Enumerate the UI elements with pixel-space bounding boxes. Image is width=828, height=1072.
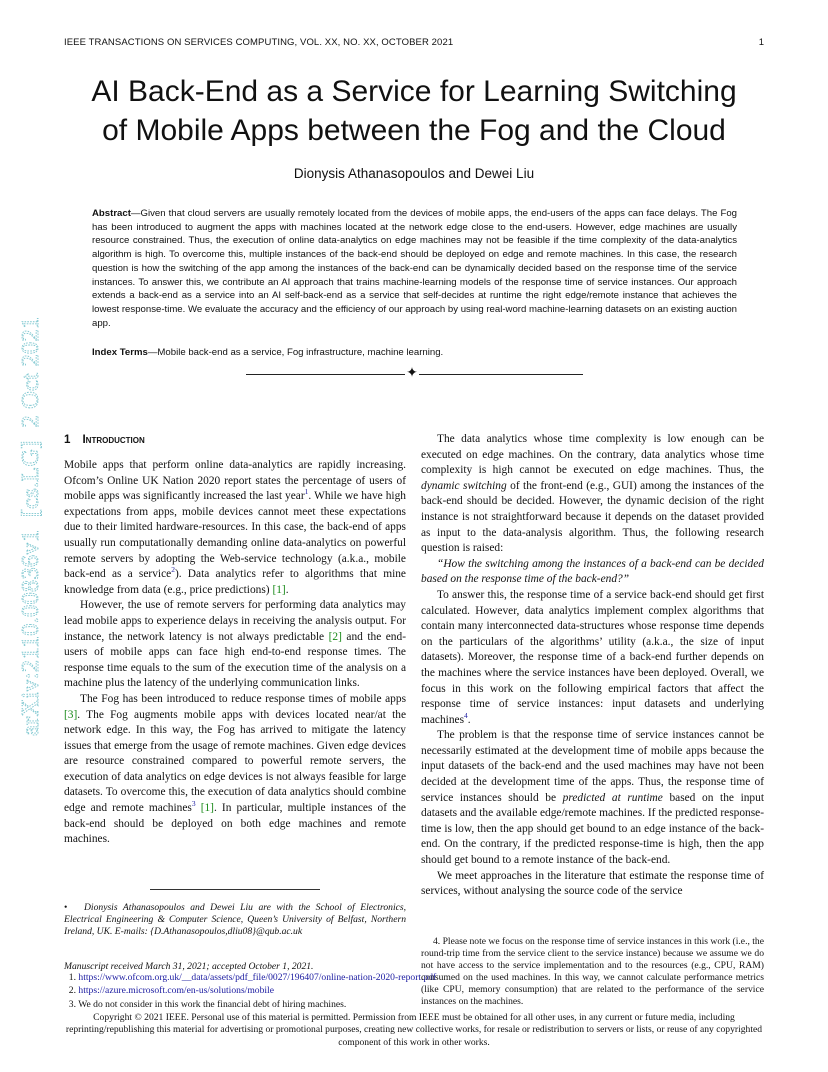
footnote-mark-4[interactable]: 4 <box>464 710 468 720</box>
citation-link[interactable]: [1] <box>200 802 214 815</box>
copyright-notice: Copyright © 2021 IEEE. Personal use of this material is permitted. Permission from IEEE must be obtained for all other uses, in any current or future media, including reprinting/republishing this material for advertising or promotional purposes, creating new collective works, for resale or redistribution to servers or lists, or reuse of any copyrighted component of this work in other works. <box>65 1012 763 1048</box>
manuscript-dates: Manuscript received March 31, 2021; accepted October 1, 2021. <box>64 961 314 972</box>
running-header: IEEE TRANSACTIONS ON SERVICES COMPUTING, VOL. XX, NO. XX, OCTOBER 2021 <box>64 37 454 48</box>
divider-diamond-icon: ✦ <box>406 366 418 381</box>
research-question: “How the switching among the instances of a back-end can be decided based on the response time of the back-end?” <box>421 557 764 586</box>
left-paragraph-2: However, the use of remote servers for performing data analytics may lead mobile apps to experience delays in receiving the analysis output. For instance, the network latency is not always predictable [2] and the end-users of mobile apps can face high end-to-end response times. The response time equals to the sum of the execution time of the analysis on a machine plus the latency of the underlying communication links. <box>64 599 406 690</box>
left-paragraph-3: The Fog has been introduced to reduce response times of mobile apps [3]. The Fog augments mobile apps with devices located near/at the network edge. In this way, the Fog has arrived to mitigate the latency issues that emerge from the usage of remote machines. Given edge devices are resource constrained compared to powerful remote servers, the execution of data analytics on edge devices is not always feasible for large datasets. To overcome this, the execution of data analytics should combine edge and remote machines$^3$ [1]. In particular, multiple instances of the back-end should be deployed on both edge machines and remote machines. <box>64 692 406 846</box>
page-number: 1 <box>758 37 764 48</box>
index-terms-label: Index Terms <box>92 347 148 358</box>
footnote-1: 1. https://www.ofcom.org.uk/__data/assets/pdf_file/0027/196407/online-nation-2020-report.pdf <box>68 972 437 983</box>
paper-title <box>0 72 828 150</box>
footnote-rule <box>150 889 320 890</box>
footnote-mark-1[interactable]: 1 <box>304 487 309 497</box>
footnote-4: 4. Please note we focus on the response time of service instances in this work (i.e., the round-trip time from the service client to the service instance) because we assume we do not have access to the service implementation and to the resources (e.g., CPU, RAM) consumed on the used machines. In this way, we cannot calculate performance metrics (like CPU, memory consumption) that are related to the performance of the service instances on the machines. <box>421 936 764 1008</box>
authors: Dionysis Athanasopoulos and Dewei Liu <box>293 166 535 181</box>
title-line-2: of Mobile Apps between the Fog and the Cloud <box>102 114 726 147</box>
right-paragraph-2: To answer this, the response time of a service back-end should get first calculated. However, data analytics implement complex algorithms that contain many interconnected data-structures whose response time depends on the particulars of the algorithms’ utility (a.k.a., the size of input datasets). Moreover, the response time of a back-end further depends on the machines where the service instances have been deployed. Overall, we focus in this work on the following empirical factors that affect the response time of service instances: input datasets and underlying machines$^4$. <box>421 588 764 726</box>
author-affiliation: • Dionysis Athanasopoulos and Dewei Liu are with the School of Electronics, Electrical Engineering & Computer Science, Queen’s University of Belfast, Northern Ireland, UK. E-mails: {D.Athanasopoulos,dliu08}@qub.ac.uk <box>64 902 406 937</box>
right-paragraph-3: The problem is that the response time of service instances cannot be necessarily estimated at the development time of mobile apps because the input datasets of the back-end and the used machines may have not been decided at the development time of the apps. Thus, the response time of service instances should be predicted at runtime based on the input datasets and the available edge/remote machines. If the predicted response-time is low, then the app should get bound to an edge instance of the back-end. On the contrary, if the predicted response-time is high, then the app should get bound to a remote instance of the back-end. <box>421 729 764 867</box>
footnote-mark-2[interactable]: 2 <box>171 565 175 575</box>
footnote-link[interactable]: https://azure.microsoft.com/en-us/solutions/mobile <box>78 985 274 997</box>
left-paragraph-1: Mobile apps that perform online data-analytics are rapidly increasing. Ofcom’s Online UK Nation 2020 report states the percentage of users of mobile apps was significantly increased the last year$^1$. While we have high expectations from apps, mobile devices cannot meet these expectations due to their limited hardware-resources. In this case, the back-end of apps usually run computationally demanding online data-analytics on powerful remote servers by adopting the Web-service technology (a.k.a., mobile back-end as a service$^2$). Data analytics refer to algorithms that mine knowledge from data (e.g., price predictions) [1]. <box>64 459 406 596</box>
index-terms <box>92 347 737 358</box>
footnote-link[interactable]: https://www.ofcom.org.uk/__data/assets/pdf_file/0027/196407/online-nation-2020-report.pdf <box>78 972 437 983</box>
footnote-3: 3. We do not consider in this work the financial debt of hiring machines. <box>68 998 347 1010</box>
left-column <box>64 458 406 848</box>
footnote-mark-3[interactable]: 3 <box>191 799 196 809</box>
footnote-2: 2. https://azure.microsoft.com/en-us/solutions/mobile <box>68 985 274 997</box>
abstract-label: Abstract <box>92 208 131 219</box>
right-column <box>421 432 764 900</box>
right-paragraph-4: We meet approaches in the literature that estimate the response time of services, without analysing the source code of the service <box>421 869 764 898</box>
section-number: 1 <box>64 433 71 446</box>
section-title: Introduction <box>82 433 145 446</box>
arxiv-id-text: arXiv:2110.00836v1 [cs.LG] 2 Oct 2021 <box>17 316 44 736</box>
section-heading <box>64 433 145 446</box>
index-terms-text: —Mobile back-end as a service, Fog infrastructure, machine learning. <box>147 347 444 358</box>
citation-link[interactable]: [3] <box>64 708 78 721</box>
right-paragraph-1: The data analytics whose time complexity is low enough can be executed on edge machines. On the contrary, data analytics whose time complexity is high cannot be executed on edge machines. Thus, the dynamic switching of the front-end (e.g., GUI) among the instances of the back-end should be decided. However, the dynamic decision of the right instance is not straightforward because it depends on the dataset provided as input to the data-analysis algorithm. Thus, the following research question is raised: <box>421 433 764 555</box>
abstract <box>92 207 737 330</box>
citation-link[interactable]: [1] <box>272 583 286 596</box>
citation-link[interactable]: [2] <box>328 630 342 643</box>
arxiv-stamp <box>6 266 48 738</box>
abstract-text: —Given that cloud servers are usually remotely located from the devices of mobile apps, the end-users of the apps can face delays. The Fog has been introduced to augment the apps with machines located at the network edge close to the end-users. However, edge machines are usually resource constrained. Thus, the execution of online data-analytics on edge machines may not be feasible if the time complexity of the data-analytics algorithm is high. To overcome this, multiple instances of the back-end should be deployed on edge and remote machines. In this case, the research question is how the switching of the app among the instances of the back-end can be dynamically decided based on the response time of the service instances. To answer this, we contribute an AI approach that trains machine-learning models of the response time of service instances. Our approach extends a back-end as a service into an AI self-back-end as a service that self-decides at runtime the right edge/remote instance that achieves the lowest response-time. We evaluate the accuracy and the efficiency of our approach by using real-word machine-learning datasets on an existing auction app. <box>92 208 737 329</box>
title-line-1: AI Back-End as a Service for Learning Switching <box>91 75 737 108</box>
